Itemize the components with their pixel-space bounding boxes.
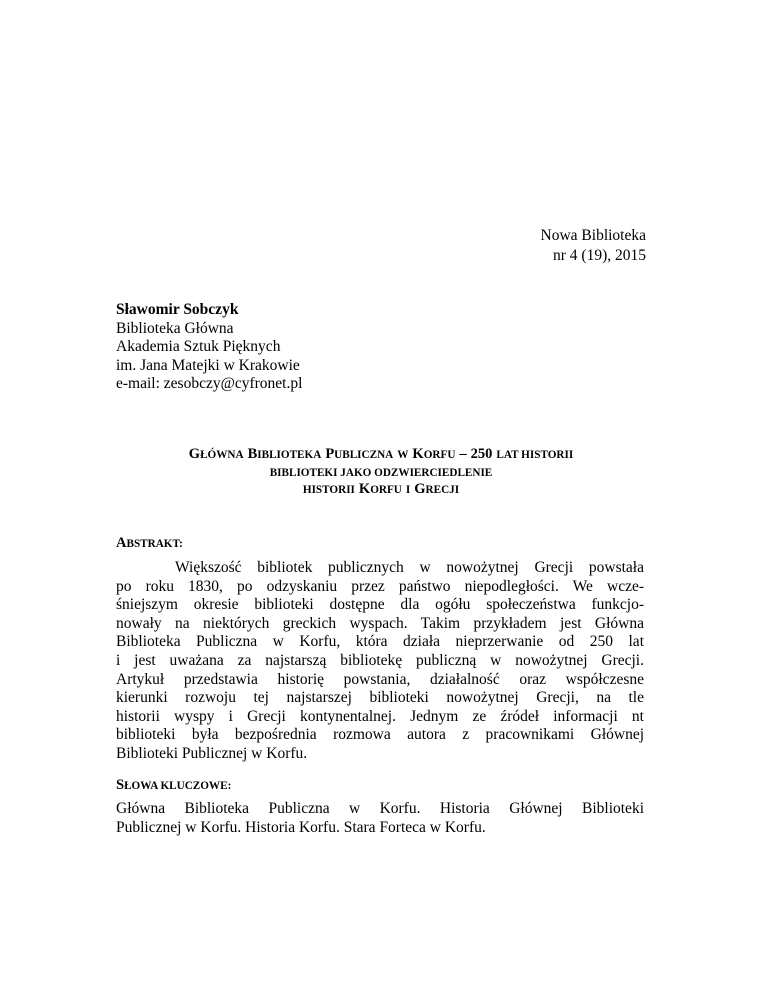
title-dash: – (459, 446, 467, 462)
title-word-rest: UBLICZNA (334, 449, 394, 461)
abstract-line: biblioteki była bezpośrednia rozmowa autora z pracownikami Głównej (116, 726, 644, 744)
abstract-line: kierunki rozwoju tej najstarszej biblioteki nowożytnej Grecji, na tle (116, 689, 644, 707)
keywords-line: Główna Biblioteka Publiczna w Korfu. Historia Głównej Biblioteki (116, 800, 644, 817)
title-word: BIBLIOTEKI JAKO ODZWIERCIEDLENIE (269, 466, 493, 479)
journal-header (541, 226, 646, 266)
abstract-line: historii wyspy i Grecji kontynentalnej. Jednym ze źródeł informacji nt (116, 707, 644, 725)
heading-cap: A (116, 535, 127, 551)
affiliation-academy-name: im. Jana Matejki w Krakowie (116, 356, 300, 374)
title-word-cap: P (325, 446, 335, 462)
title-word: I (405, 484, 411, 496)
keywords-line: Publicznej w Korfu. Historia Korfu. Stara Forteca w Korfu. (116, 818, 486, 836)
journal-name: Nowa Biblioteka (540, 227, 646, 244)
author-name: Sławomir Sobczyk (116, 301, 239, 318)
abstract-line: i jest uważana za najstarszą bibliotekę publiczną w nowożytnej Grecji. (116, 651, 644, 669)
title-word-rest: ŁÓWNA (200, 449, 244, 461)
title-word-cap: B (247, 446, 258, 462)
affiliation-library: Biblioteka Główna (116, 319, 234, 337)
title-word: HISTORII (302, 484, 355, 496)
title-number: 250 (470, 446, 493, 462)
heading-rest: ŁOWA KLUCZOWE: (124, 780, 232, 792)
abstract-heading (116, 534, 183, 552)
title-line-2 (116, 464, 646, 482)
title-word-cap: G (188, 446, 201, 462)
title-word-cap: K (412, 446, 424, 462)
author-email: e-mail: zesobczy@cyfronet.pl (116, 375, 303, 393)
title-word-rest: IBLIOTEKA (257, 449, 322, 461)
title-word-cap: G (414, 481, 426, 497)
title-word-rest: ORFU (423, 449, 456, 461)
title-line-3 (116, 481, 646, 499)
keywords-body (116, 800, 644, 837)
title-word-cap: K (358, 481, 371, 497)
title-word: W (397, 449, 409, 461)
paper-title (116, 446, 646, 499)
heading-rest: BSTRAKT: (126, 538, 183, 550)
journal-issue: nr 4 (19), 2015 (553, 247, 646, 264)
heading-cap: S (116, 777, 125, 793)
keywords-heading (116, 776, 231, 794)
abstract-line: Większość bibliotek publicznych w nowożytnej Grecji powstała (175, 559, 644, 576)
author-block (116, 301, 302, 394)
title-word: LAT HISTORII (496, 449, 574, 461)
abstract-line: Biblioteki Publicznej w Korfu. (116, 744, 308, 762)
title-word-rest: ORFU (370, 484, 402, 496)
title-word-rest: RECJI (425, 484, 460, 496)
abstract-line: nowały na niektórych greckich wyspach. Takim przykładem jest Główna (116, 614, 644, 632)
affiliation-academy: Akademia Sztuk Pięknych (116, 338, 281, 356)
abstract-line: śniejszym okresie biblioteki dostępne dla ogółu społeczeństwa funkcjo- (116, 596, 644, 614)
abstract-line: Biblioteka Publiczna w Korfu, która działa nieprzerwanie od 250 lat (116, 633, 644, 651)
abstract-line: Artykuł przedstawia historię powstania, działalność oraz współczesne (116, 670, 644, 688)
abstract-body (116, 559, 644, 764)
abstract-line: po roku 1830, po odzyskaniu przez państwo niepodległości. We wcze- (116, 577, 644, 595)
title-line-1 (116, 446, 646, 464)
